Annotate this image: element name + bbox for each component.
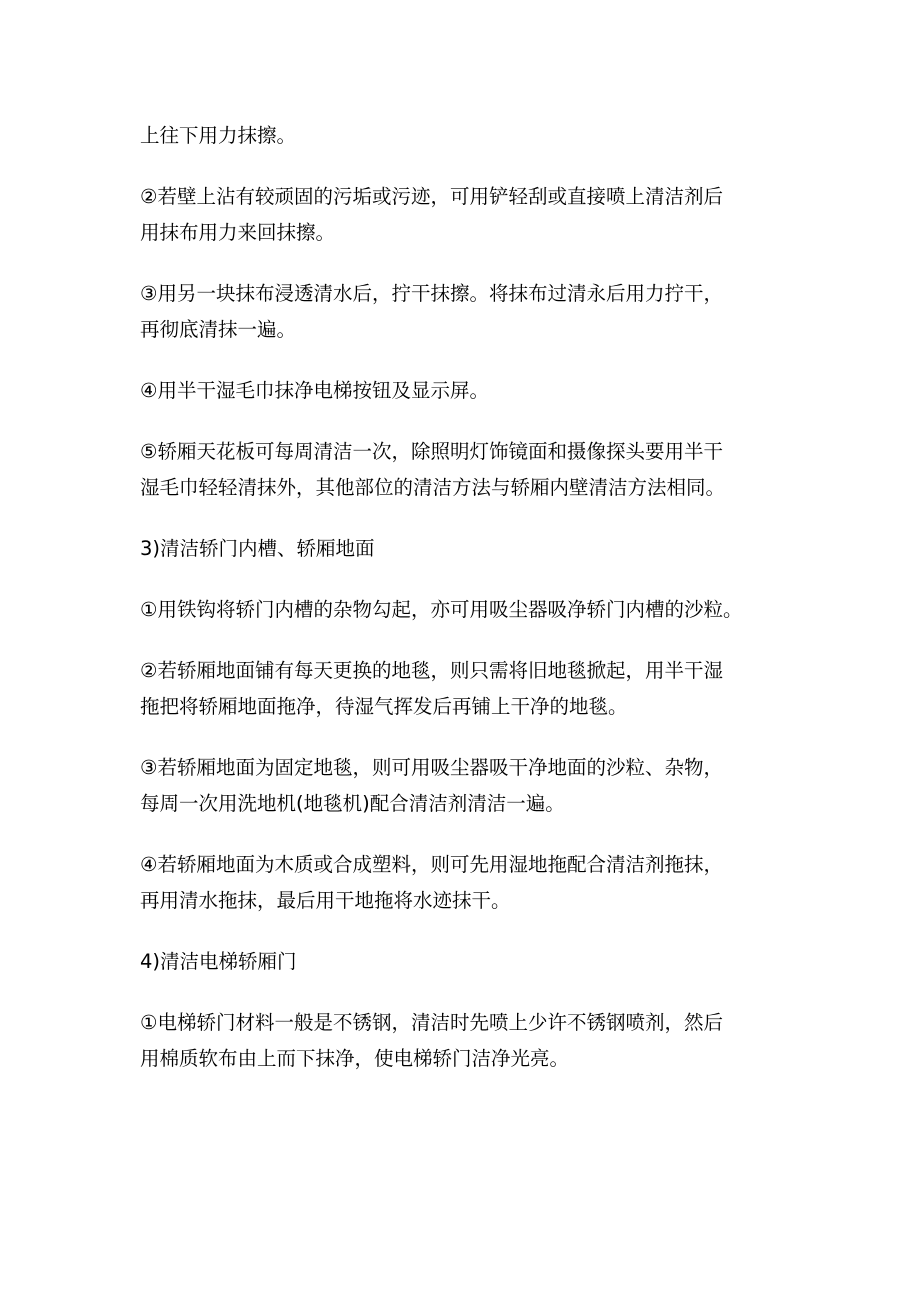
paragraph-8 <box>140 750 800 822</box>
paragraph-6 <box>140 592 800 628</box>
paragraph-7 <box>140 653 800 725</box>
paragraph-10 <box>140 1005 800 1077</box>
text-line: ④若轿厢地面为木质或合成塑料，则可先用湿地拖配合清洁剂拖抹， <box>140 853 723 876</box>
text-line: ③用另一块抹布浸透清水后，拧干抹擦。将抹布过清永后用力拧干， <box>140 282 723 305</box>
text-line: ①电梯轿门材料一般是不锈钢，清洁时先喷上少许不锈钢喷剂，然后 <box>140 1011 723 1034</box>
paragraph-4 <box>140 373 800 409</box>
paragraph-3 <box>140 276 800 348</box>
text-line: ②若壁上沾有较顽固的污垢或污迹，可用铲轻刮或直接喷上清洁剂后 <box>140 185 723 208</box>
text-line: 湿毛巾轻轻清抹外，其他部位的清洁方法与轿厢内壁清洁方法相同。 <box>140 476 726 499</box>
section-heading-3 <box>140 531 800 567</box>
heading-text: 3)清洁轿门内槽、轿厢地面 <box>140 537 375 560</box>
paragraph-2 <box>140 179 800 251</box>
section-heading-4 <box>140 944 800 980</box>
text-line: ④用半干湿毛巾抹净电梯按钮及显示屏。 <box>140 379 489 402</box>
text-line: ⑤轿厢天花板可每周清洁一次，除照明灯饰镜面和摄像探头要用半干 <box>140 440 723 463</box>
paragraph-9 <box>140 847 800 919</box>
text-line: ③若轿厢地面为固定地毯，则可用吸尘器吸干净地面的沙粒、杂物， <box>140 756 723 779</box>
document-body <box>140 118 800 1102</box>
paragraph-5 <box>140 434 800 506</box>
text-line: 用棉质软布由上而下抹净，使电梯轿门洁净光亮。 <box>140 1047 570 1070</box>
text-line: 上往下用力抹擦。 <box>140 124 297 147</box>
text-line: 再彻底清抹一遍。 <box>140 318 297 341</box>
heading-text: 4)清洁电梯轿厢门 <box>140 950 297 973</box>
text-line: 每周一次用洗地机(地毯机)配合清洁剂清洁一遍。 <box>140 792 565 815</box>
text-line: 拖把将轿厢地面拖净，待湿气挥发后再铺上干净的地毯。 <box>140 695 628 718</box>
text-line: ①用铁钩将轿门内槽的杂物勾起，亦可用吸尘器吸净轿门内槽的沙粒。 <box>140 598 743 621</box>
paragraph-1 <box>140 118 800 154</box>
text-line: 再用清水拖抹，最后用干地拖将水迹抹干。 <box>140 889 511 912</box>
text-line: 用抹布用力来回抹擦。 <box>140 221 336 244</box>
text-line: ②若轿厢地面铺有每天更换的地毯，则只需将旧地毯掀起，用半干湿 <box>140 659 723 682</box>
